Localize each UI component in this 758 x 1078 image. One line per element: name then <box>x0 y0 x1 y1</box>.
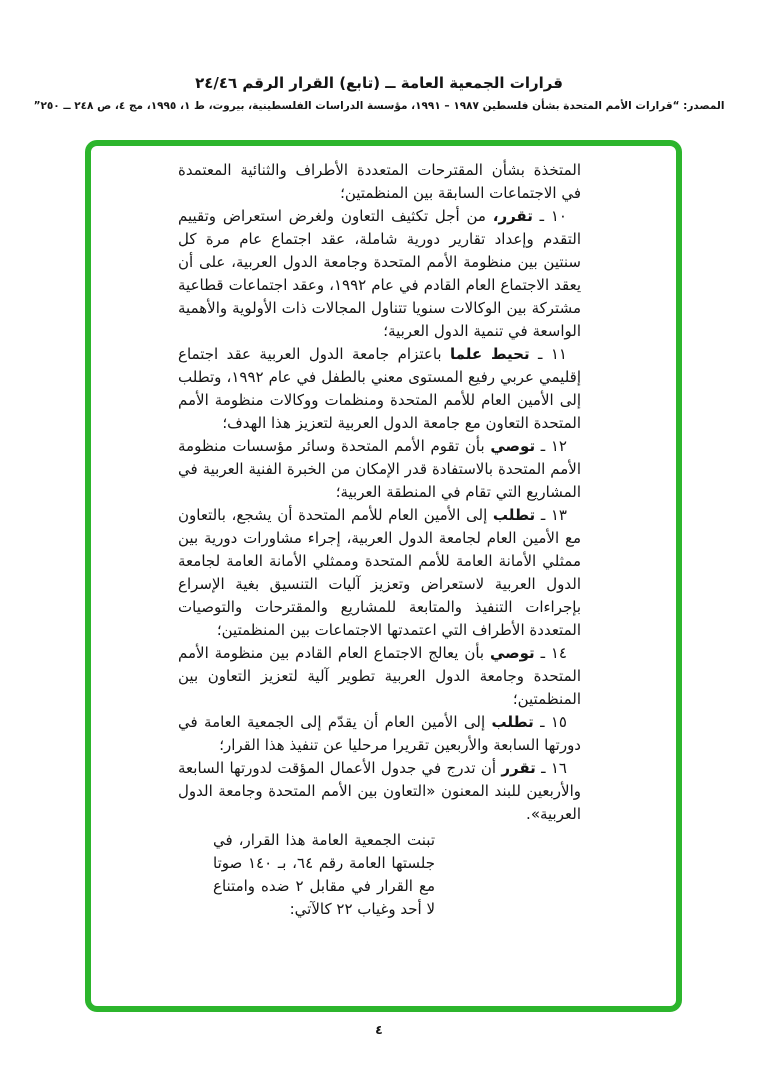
paragraph-10 <box>178 205 581 343</box>
resolution-text-column <box>178 159 581 921</box>
paragraph-14 <box>178 642 581 711</box>
paragraph-lead: تطلب <box>491 713 534 731</box>
paragraph-13 <box>178 504 581 642</box>
paragraph-lead: توصي <box>490 437 536 455</box>
paragraph-lead: تقرر <box>501 759 536 777</box>
document-title: قرارات الجمعية العامة ــ (تابع) القرار الرقم ٢٤/٤٦ <box>195 74 563 92</box>
paragraph-number: ١٥ ـ <box>540 713 567 731</box>
paragraph-16 <box>178 757 581 826</box>
paragraph-text: إلى الأمين العام أن يقدّم إلى الجمعية العامة في دورتها السابعة والأربعين تقريرا مرحليا عن تنفيذ هذا القرار؛ <box>178 713 581 754</box>
paragraph-15 <box>178 711 581 757</box>
paragraph-text: المتخذة بشأن المقترحات المتعددة الأطراف والثنائية المعتمدة في الاجتماعات السابقة بين المنظمتين؛ <box>178 161 581 202</box>
paragraph-number: ١١ ـ <box>538 345 567 363</box>
paragraph-lead: تقرر، <box>492 207 533 225</box>
paragraph-lead: توصي <box>489 644 535 662</box>
paragraph-number: ١٤ ـ <box>540 644 567 662</box>
paragraph-text: بأن تقوم الأمم المتحدة وسائر مؤسسات منظومة الأمم المتحدة بالاستفادة قدر الإمكان من الخبرة الفنية العربية في المشاريع التي تقام في المنطقة العربية؛ <box>178 437 581 501</box>
paragraph-text: أن تدرج في جدول الأعمال المؤقت لدورتها السابعة والأربعين للبند المعنون «التعاون بين الأمم المتحدة وجامعة الدول العربية». <box>178 759 581 823</box>
page-number: ٤ <box>375 1022 383 1037</box>
paragraph-lead: تحيط علما <box>450 345 530 363</box>
paragraph-number: ١٢ ـ <box>540 437 567 455</box>
paragraph-12 <box>178 435 581 504</box>
paragraph-continuation <box>178 159 581 205</box>
page-footer <box>0 1022 758 1037</box>
paragraph-text: إلى الأمين العام للأمم المتحدة أن يشجع، بالتعاون مع الأمين العام لجامعة الدول العربية، إجراء مشاورات دورية بين ممثلي الأمانة العامة للأمم المتحدة وممثلي الأمانة العامة لجامعة الدول العربية لاستعراض وتعزيز آليات التنسيق بغية الإسراع بإجراءات التنفيذ والمتابعة للمشاريع والمقترحات والتوصيات المتعددة الأطراف التي اعتمدتها الاجتماعات بين المنظمتين؛ <box>178 506 581 639</box>
paragraph-number: ١٦ ـ <box>541 759 567 777</box>
paragraph-number: ١٠ ـ <box>539 207 567 225</box>
adoption-vote-note: تبنت الجمعية العامة هذا القرار، في جلستها العامة رقم ٦٤، بـ ١٤٠ صوتا مع القرار في مقابل ٢ ضده وامتناع لا أحد وغياب ٢٢ كالآتي: <box>213 831 436 918</box>
document-source-citation: المصدر: “قرارات الأمم المتحدة بشأن فلسطين ١٩٨٧ – ١٩٩١، مؤسسة الدراسات الفلسطينية، بيروت، ط ١، ١٩٩٥، مج ٤، ص ٢٤٨ ــ ٢٥٠” <box>33 100 725 112</box>
paragraph-number: ١٣ ـ <box>540 506 567 524</box>
resolution-green-border-box <box>85 140 682 1012</box>
paragraph-text: بأن يعالج الاجتماع العام القادم بين منظومة الأمم المتحدة وجامعة الدول العربية تطوير آلية لتعزيز التعاون بين المنظمتين؛ <box>178 644 581 708</box>
paragraph-lead: تطلب <box>492 506 536 524</box>
paragraph-11 <box>178 343 581 435</box>
paragraph-text: باعتزام جامعة الدول العربية عقد اجتماع إقليمي عربي رفيع المستوى معني بالطفل في عام ١٩٩٢، وتطلب إلى الأمين العام للأمم المتحدة ومنظمات ووكالات منظومة الأمم المتحدة التعاون مع جامعة الدول العربية لتعزيز هذا الهدف؛ <box>178 345 581 432</box>
page-header <box>0 74 758 112</box>
paragraph-text: من أجل تكثيف التعاون ولغرض استعراض وتقييم التقدم وإعداد تقارير دورية شاملة، عقد اجتماع عام مرة كل سنتين بين منظومة الأمم المتحدة وجامعة الدول العربية، على أن يعقد الاجتماع العام القادم في عام ١٩٩٢، وعقد اجتماعات قطاعية مشتركة بين الوكالات سنويا تتناول المجالات ذات الأولوية والأهمية الواسعة في تنمية الدول العربية؛ <box>178 207 582 340</box>
